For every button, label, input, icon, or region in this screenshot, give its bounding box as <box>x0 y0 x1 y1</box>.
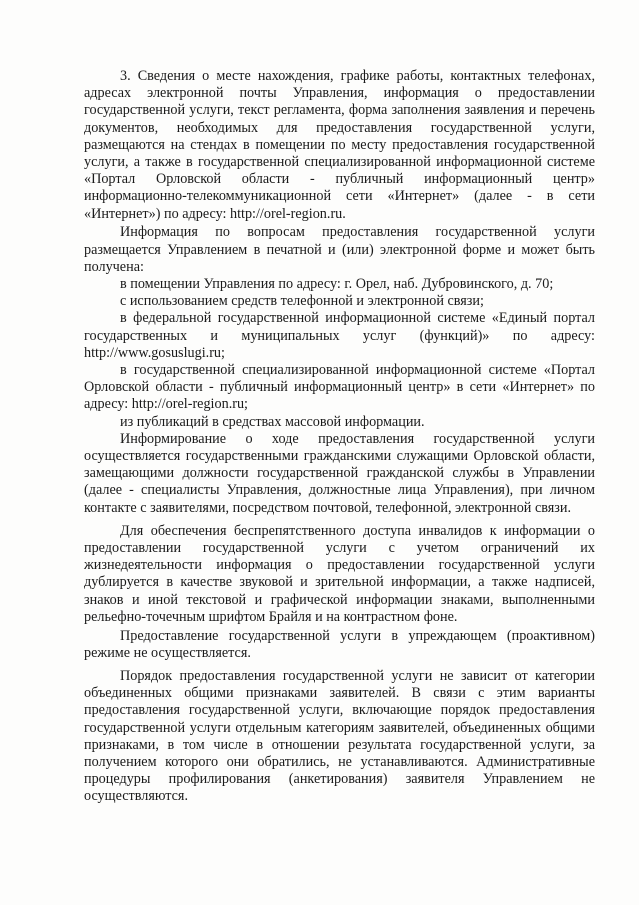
information-sources-list <box>84 276 595 431</box>
list-item: с использованием средств телефонной и электронной связи; <box>120 293 484 310</box>
list-item: из публикаций в средствах массовой информации. <box>120 413 425 430</box>
paragraph-service-procedure: Порядок предоставления государственной услуги не зависит от категории объединенных общими признаками заявителей. В связи с этим варианты предоставления государственной услуги, включающие порядок предоставления государственной услуги отдельным категориям заявителей, объединенных общими признаками, в том числе в отношении результата государственной услуги, за получением которого они обратились, не устанавливаются. Административные процедуры профилирования (анкетирования) заявителя Управлением не осуществляются. <box>84 667 595 805</box>
list-item: в федеральной государственной информационной системе «Единый портал государственных и муниципальных услуг (функций)» по адресу: http://www.gosuslugi.ru; <box>84 310 595 361</box>
paragraph-item-3: 3. Сведения о месте нахождения, графике работы, контактных телефонах, адресах электронной почты Управления, информация о предоставлении государственной услуги, текст регламента, форма заполнения заявления и перечень документов, необходимых для предоставления государственной услуги, размещаются на стендах в помещении по месту предоставления государственной услуги, а также в государственной специализированной информационной системе «Портал Орловской области - публичный информационный центр» информационно-телекоммуникационной сети «Интернет» (далее - в сети «Интернет») по адресу: http://orel-region.ru. <box>84 68 595 222</box>
paragraph-informing-progress: Информирование о ходе предоставления государственной услуги осуществляется государственными гражданскими служащими Орловской области, замещающими должности государственной гражданской службы в Управлении (далее - специалисты Управления, должностные лица Управления), при личном контакте с заявителями, посредством почтовой, телефонной, электронной связи. <box>84 430 595 516</box>
paragraph-accessibility: Для обеспечения беспрепятственного доступа инвалидов к информации о предоставлении государственной услуги с учетом ограничений их жизнедеятельности информация о предоставлении государственной услуги дублируется в качестве звуковой и зрительной информации, а также надписей, знаков и иной текстовой и графической информации знаками, выполненными рельефно-точечным шрифтом Брайля и на контрастном фоне. <box>84 522 595 625</box>
paragraph-information-access: Информация по вопросам предоставления государственной услуги размещается Управлением в печатной и (или) электронной форме и может быть получена: <box>84 224 595 275</box>
paragraph-proactive-mode: Предоставление государственной услуги в упреждающем (проактивном) режиме не осуществляется. <box>84 627 595 661</box>
list-item: в помещении Управления по адресу: г. Орел, наб. Дубровинского, д. 70; <box>120 275 554 292</box>
list-item: в государственной специализированной информационной системе «Портал Орловской области - публичный информационный центр» в сети «Интернет» по адресу: http://orel-region.ru; <box>84 361 595 413</box>
